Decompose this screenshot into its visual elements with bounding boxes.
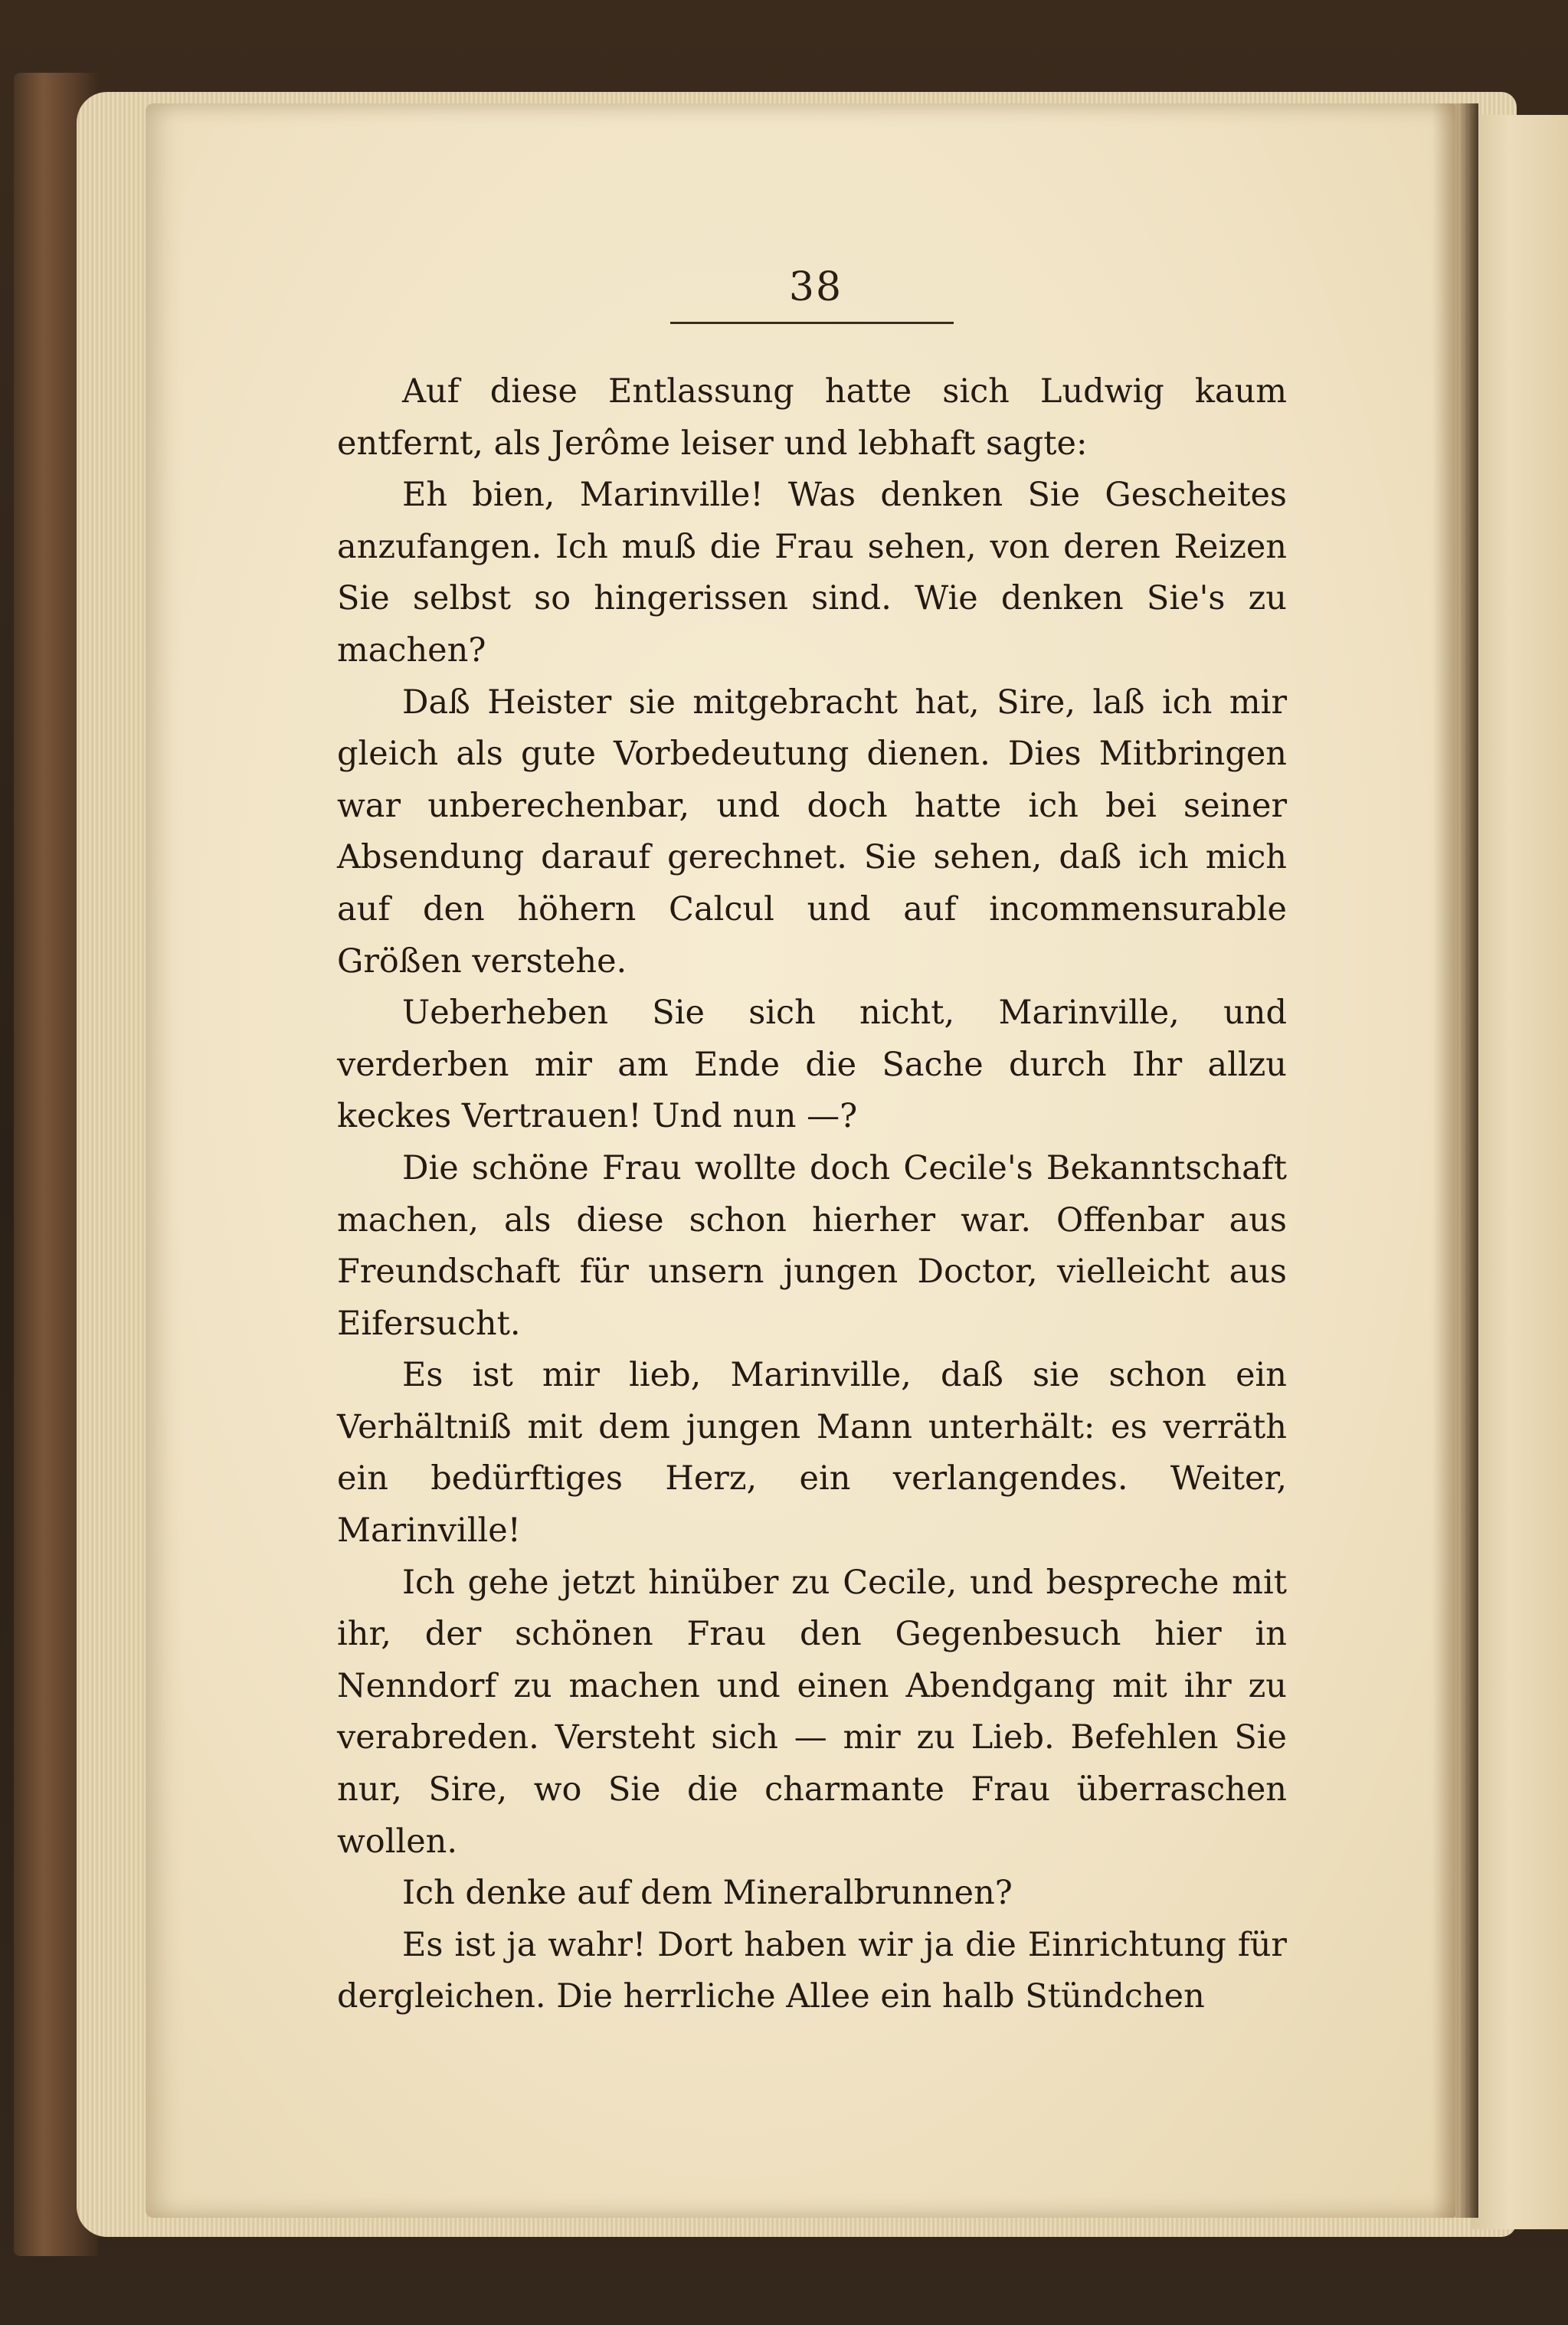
facing-page-edge [1471,115,1568,2229]
paragraph: Eh bien, Marinville! Was denken Sie Gescheites anzufangen. Ich muß die Frau sehen, von deren Reizen Sie selbst so hingerissen sind. Wie denken Sie's zu machen? [337,476,1287,670]
paragraph: Die schöne Frau wollte doch Cecile's Bekanntschaft machen, als diese schon hierher war. Offenbar aus Freundschaft für unsern jungen Doctor, vielleicht aus Eifersucht. [337,1148,1287,1343]
paragraph: Ich denke auf dem Mineralbrunnen? [402,1874,1013,1913]
header-rule [670,322,954,324]
page-text [337,366,1287,2023]
paragraph: Ueberheben Sie sich nicht, Marinville, und verderben mir am Ende die Sache durch Ihr allzu keckes Vertrauen! Und nun —? [337,994,1287,1136]
paragraph: Auf diese Entlassung hatte sich Ludwig kaum entfernt, als Jerôme leiser und lebhaft sagte: [337,372,1287,463]
paragraph: Ich gehe jetzt hinüber zu Cecile, und bespreche mit ihr, der schönen Frau den Gegenbesuch hier in Nenndorf zu machen und einen Abendgang mit ihr zu verabreden. Versteht sich — mir zu Lieb. Befehlen Sie nur, Sire, wo Sie die charmante Frau überraschen wollen. [337,1563,1287,1861]
page-number: 38 [788,264,843,310]
paragraph: Es ist ja wahr! Dort haben wir ja die Einrichtung für dergleichen. Die herrliche Allee ein halb Stündchen [337,1925,1287,2016]
page-gutter [1432,103,1478,2218]
paragraph: Daß Heister sie mitgebracht hat, Sire, laß ich mir gleich als gute Vorbedeutung dienen. Dies Mitbringen war unberechenbar, und doch hatte ich bei seiner Absendung darauf gerechnet. Sie sehen, daß ich mich auf den höhern Calcul und auf incommensurable Größen verstehe. [337,683,1287,981]
paragraph: Es ist mir lieb, Marinville, daß sie schon ein Verhältniß mit dem jungen Mann unterhält: es verräth ein bedürftiges Herz, ein verlangendes. Weiter, Marinville! [337,1356,1287,1551]
